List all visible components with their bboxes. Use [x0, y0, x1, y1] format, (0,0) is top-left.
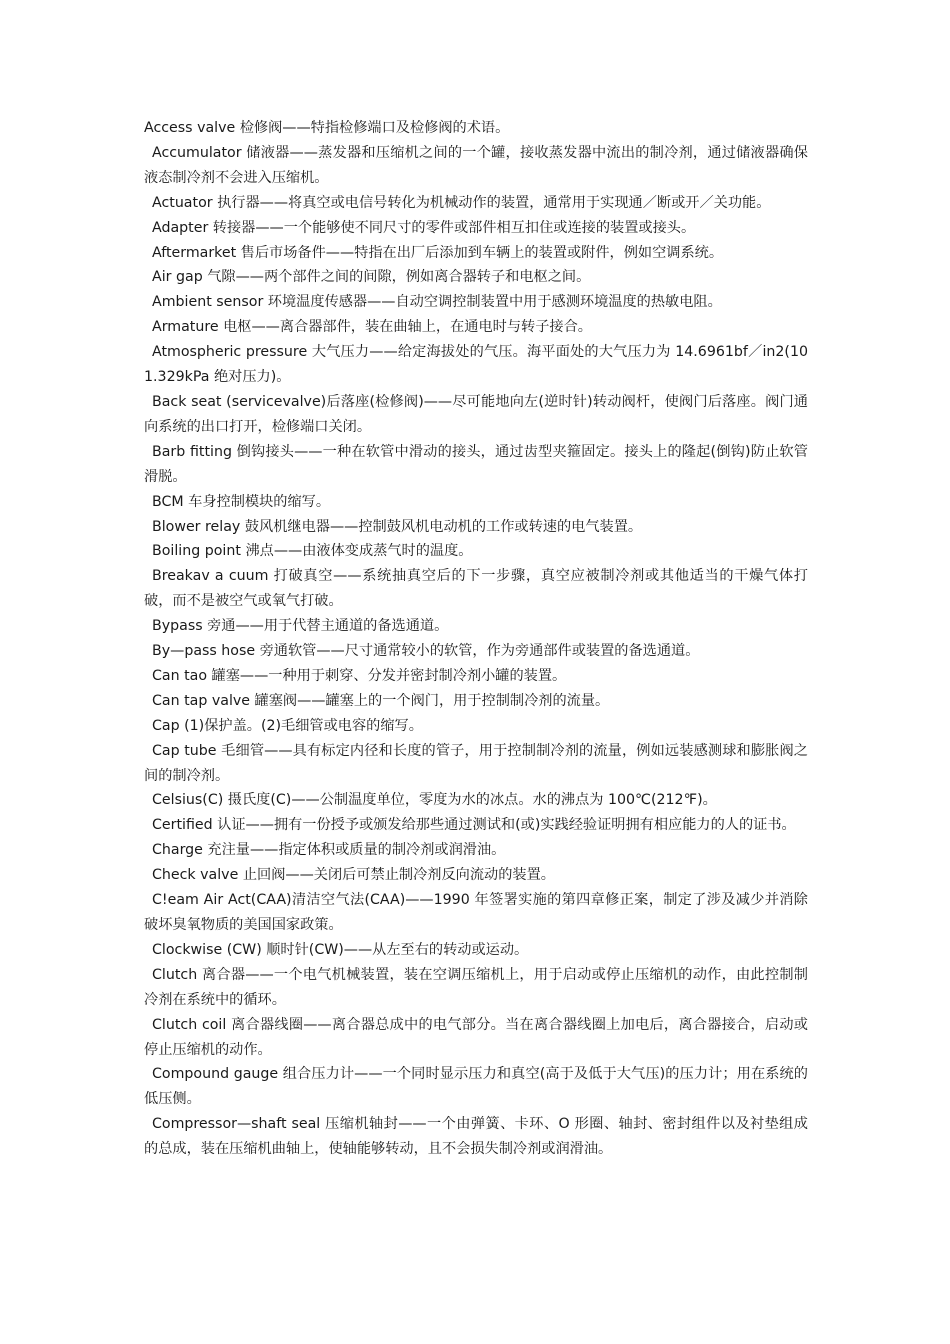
glossary-entry-blower-relay: Blower relay 鼓风机继电器——控制鼓风机电动机的工作或转速的电气装置。: [152, 518, 643, 535]
glossary-entry-boiling-point: Boiling point 沸点——由液体变成蒸气时的温度。: [152, 543, 473, 560]
glossary-entry-cap-tube: Cap tube 毛细管——具有标定内径和长度的管子，用于控制制冷剂的流量，例如远装感测球和膨胀阀之间的制冷剂。: [144, 742, 808, 784]
glossary-entry-clockwise: Clockwise (CW) 顺时针(CW)——从左至右的转动或运动。: [152, 941, 529, 958]
glossary-entry-adapter: Adapter 转接器——一个能够使不同尺寸的零件或部件相互扣住或连接的装置或接头。: [152, 219, 696, 236]
glossary-entry-bcm: BCM 车身控制模块的缩写。: [152, 493, 331, 510]
glossary-entry-access-valve: Access valve 检修阀——特指检修端口及检修阀的术语。: [144, 120, 510, 136]
glossary-entry-armature: Armature 电枢——离合器部件，装在曲轴上，在通电时与转子接合。: [152, 319, 592, 336]
glossary-entry-charge: Charge 充注量——指定体积或质量的制冷剂或润滑油。: [152, 842, 506, 859]
glossary-entry-actuator: Actuator 执行器——将真空或电信号转化为机械动作的装置，通常用于实现通／断或开／关功能。: [152, 194, 771, 211]
glossary-entry-bypass: Bypass 旁通——用于代替主通道的备选通道。: [152, 618, 449, 635]
glossary-entry-celsius: Celsius(C) 摄氏度(C)——公制温度单位，零度为水的冰点。水的沸点为 100℃(212℉)。: [152, 792, 717, 809]
glossary-entry-certified: Certified 认证——拥有一份授予或颁发给那些通过测试和(或)实践经验证明拥有相应能力的人的证书。: [152, 817, 796, 834]
glossary-entry-aftermarket: Aftermarket 售后市场备件——特指在出厂后添加到车辆上的装置或附件，例如空调系统。: [152, 244, 724, 261]
glossary-entry-compressor-shaft-seal: Compressor—shaft seal 压缩机轴封——一个由弹簧、卡环、O 形圈、轴封、密封组件以及衬垫组成的总成，装在压缩机曲轴上，使轴能够转动，且不会损失制冷剂或润滑油。: [144, 1116, 808, 1158]
glossary-entry-clutch: Clutch 离合器——一个电气机械装置，装在空调压缩机上，用于启动或停止压缩机的动作，由此控制制冷剂在系统中的循环。: [144, 966, 808, 1008]
glossary-entry-air-gap: Air gap 气隙——两个部件之间的间隙，例如离合器转子和电枢之间。: [152, 269, 591, 286]
glossary-entry-accumulator: Accumulator 储液器——蒸发器和压缩机之间的一个罐，接收蒸发器中流出的制冷剂，通过储液器确保液态制冷剂不会进入压缩机。: [144, 144, 808, 186]
glossary-entry-barb-fitting: Barb fitting 倒钩接头——一种在软管中滑动的接头，通过齿型夹箍固定。接头上的隆起(倒钩)防止软管滑脱。: [144, 443, 808, 485]
glossary-entry-break-vacuum: Breakav a cuum 打破真空——系统抽真空后的下一步骤，真空应被制冷剂或其他适当的干燥气体打破，而不是被空气或氧气打破。: [144, 568, 808, 610]
glossary-entry-compound-gauge: Compound gauge 组合压力计——一个同时显示压力和真空(高于及低于大气压)的压力计；用在系统的低压侧。: [144, 1066, 808, 1108]
glossary-entry-atmospheric-pressure: Atmospheric pressure 大气压力——给定海拔处的气压。海平面处的大气压力为 14.6961bf／in2(101.329kPa 绝对压力)。: [144, 344, 808, 386]
glossary-entry-cap: Cap (1)保护盖。(2)毛细管或电容的缩写。: [152, 717, 423, 734]
glossary-entry-check-valve: Check valve 止回阀——关闭后可禁止制冷剂反向流动的装置。: [152, 867, 555, 884]
glossary-entry-back-seat: Back seat (servicevalve)后落座(检修阀)——尽可能地向左(逆时针)转动阀杆，使阀门后落座。阀门通向系统的出口打开，检修端口关闭。: [144, 393, 808, 435]
glossary-entry-ambient-sensor: Ambient sensor 环境温度传感器——自动空调控制装置中用于感测环境温度的热敏电阻。: [152, 294, 722, 311]
glossary-entry-clean-air-act: C!eam Air Act(CAA)清洁空气法(CAA)——1990 年签署实施的第四章修正案，制定了涉及减少并消除破坏臭氧物质的美国国家政策。: [144, 892, 808, 933]
glossary-entry-can-tap: Can tao 罐塞——一种用于刺穿、分发并密封制冷剂小罐的装置。: [152, 667, 567, 684]
glossary-page: [144, 116, 808, 1162]
glossary-entry-clutch-coil: Clutch coil 离合器线圈——离合器总成中的电气部分。当在离合器线圈上加电后，离合器接合，启动或停止压缩机的动作。: [144, 1016, 808, 1058]
glossary-entry-bypass-hose: By—pass hose 旁通软管——尺寸通常较小的软管，作为旁通部件或装置的备选通道。: [152, 643, 700, 660]
glossary-entry-can-tap-valve: Can tap valve 罐塞阀——罐塞上的一个阀门，用于控制制冷剂的流量。: [152, 692, 610, 709]
